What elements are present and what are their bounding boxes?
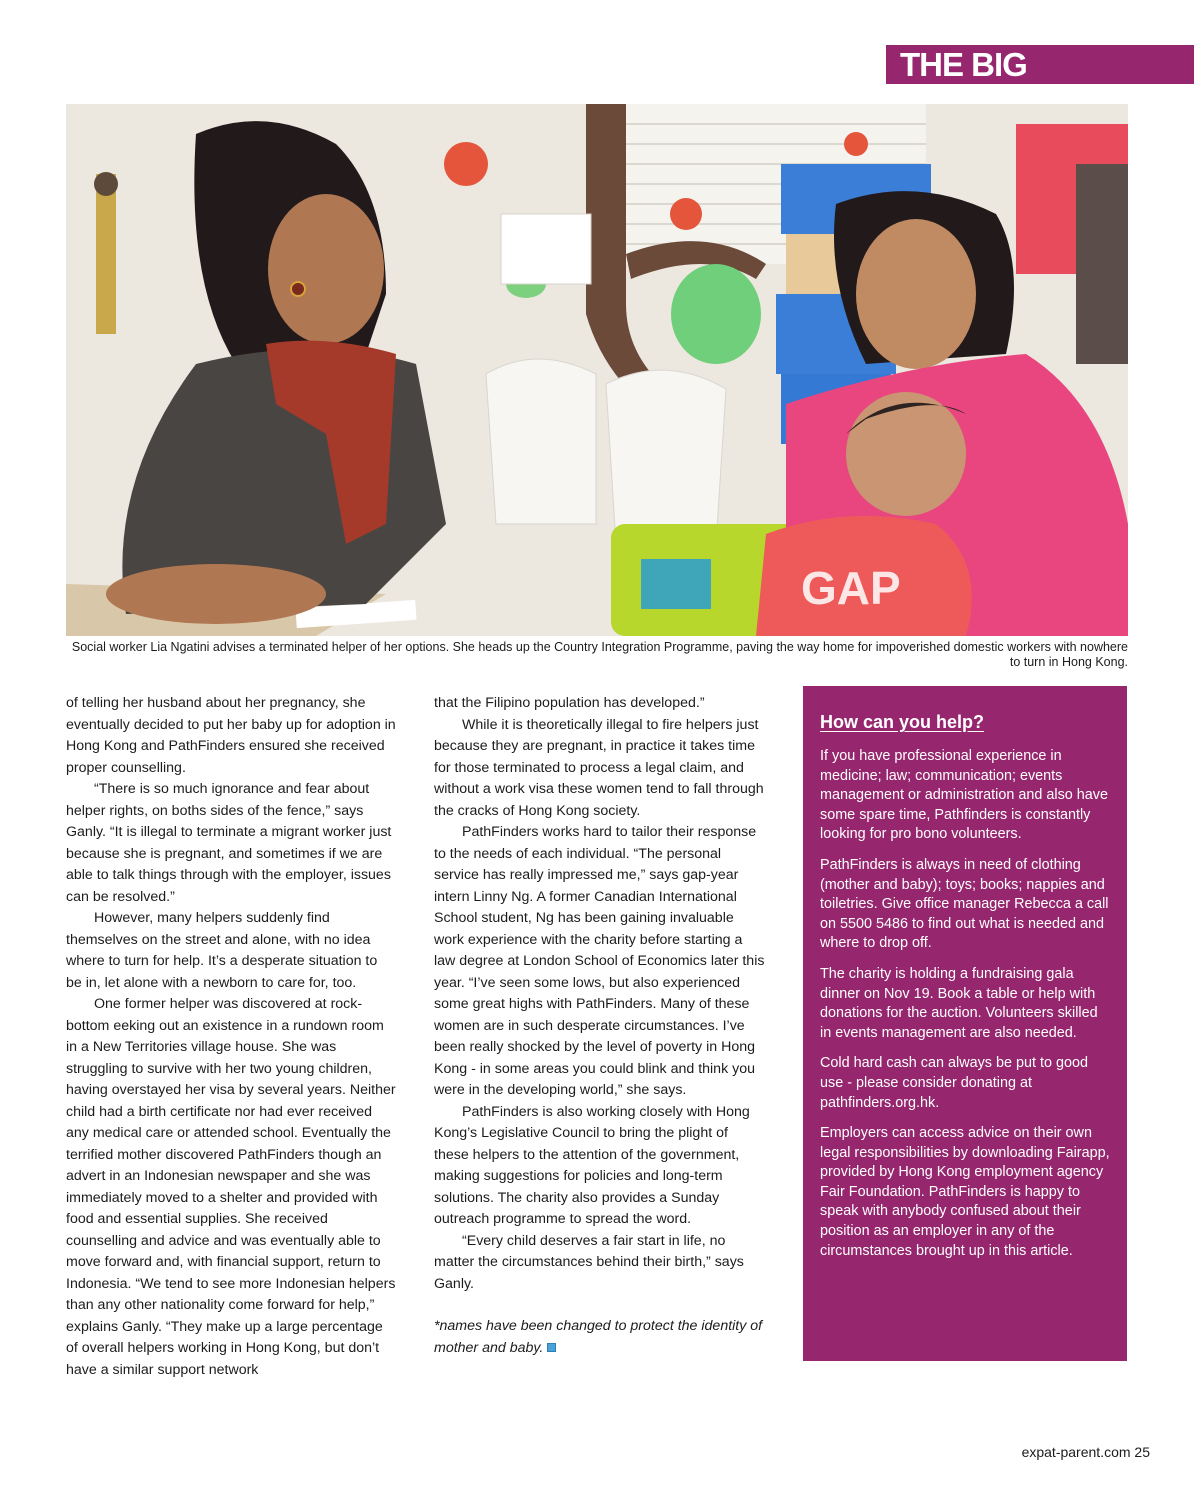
sidebar-paragraph: PathFinders is always in need of clothing (mother and baby); toys; books; nappies and toiletries. Give office manager Rebecca a call on 5500 5486 to find out what is needed and where to drop off. (820, 856, 1109, 952)
page-number: 25 (1134, 1444, 1150, 1460)
paragraph: One former helper was discovered at rock-bottom eeking out an existence in a rundown room in a New Territories village house. She was struggling to survive with her two young children, having overstayed her visa by several years. Neither child had a birth certificate nor had ever received any medical care or attended school. Eventually the terrified mother discovered PathFinders though an advert in an Indonesian newspaper and she was immediately moved to a shelter and provided with food and essential supplies. She received counselling and advice and was eventually able to move forward and, with financial support, return to Indonesia. “We tend to see more Indonesian helpers than any other nationality come forward for help,” explains Ganly. “They make up a large percentage of overall helpers working in Hong Kong, but don’t have a similar support network (66, 996, 396, 1378)
footnote (434, 1316, 766, 1359)
paragraph: “Every child deserves a fair start in life, no matter the circumstances behind their birth,” says Ganly. (434, 1232, 744, 1292)
feature-photo (66, 104, 1128, 636)
sidebar-title: How can you help? (820, 712, 985, 732)
photo-illustration (66, 104, 1128, 636)
svg-text:GAP: GAP (801, 562, 901, 614)
footnote-text: *names have been changed to protect the identity of mother and baby. (434, 1318, 763, 1356)
sidebar-paragraph: If you have professional experience in medicine; law; communication; events management or administration and also have some spare time, Pathfinders is constantly looking for pro bono volunteers. (820, 748, 1108, 843)
page-footer (1022, 1444, 1150, 1460)
paragraph: While it is theoretically illegal to fire helpers just because they are pregnant, in practice it takes time for those terminated to process a legal claim, and without a work visa these women tend to fall through the cracks of Hong Kong society. (434, 716, 764, 819)
paragraph: that the Filipino population has developed.” (434, 695, 705, 711)
sidebar-paragraph: Cold hard cash can always be put to good use - please consider donating at pathfinders.org.hk. (820, 1055, 1088, 1111)
site-url: expat-parent.com (1021, 1444, 1131, 1460)
sidebar-paragraph: Employers can access advice on their own legal responsibilities by downloading Fairapp, provided by Hong Kong employment agency Fair Foundation. PathFinders is happy to speak with anybody confused about their position as an employer in any of the circumstances brought up in this article. (820, 1125, 1110, 1259)
paragraph: PathFinders works hard to tailor their response to the needs of each individual. “The personal service has really impressed me,” says gap-year intern Linny Ng. A former Canadian International School student, Ng has been gaining invaluable work experience with the charity before starting a law degree at London School of Economics later this year. “I’ve seen some lows, but also experienced some great highs with PathFinders. Many of these women are in such desperate circumstances. I’ve been really shocked by the level of poverty in Hong Kong - in some areas you could blink and think you were in the developing world,” she says. (434, 824, 765, 1098)
photo-caption: Social worker Lia Ngatini advises a terminated helper of her options. She heads up the Country Integration Programme, paving the way home for impoverished domestic workers with nowhere to turn in Hong Kong. (71, 640, 1128, 669)
paragraph: PathFinders is also working closely with Hong Kong’s Legislative Council to bring the plight of these helpers to the attention of the government, making suggestions for policies and long-term solutions. The charity also provides a Sunday outreach programme to spread the word. (434, 1103, 750, 1227)
section-tag: THE BIG (886, 45, 1194, 84)
paragraph: of telling her husband about her pregnancy, she eventually decided to put her baby up for adoption in Hong Kong and PathFinders ensured she received proper counselling. (66, 695, 396, 776)
paragraph: However, many helpers suddenly find themselves on the street and alone, with no idea where to turn for help. It’s a desperate situation to be in, let alone with a newborn to care for, too. (66, 910, 378, 991)
sidebar-paragraph: The charity is holding a fundraising gala dinner on Nov 19. Book a table or help with donations for the auction. Volunteers skilled in events management are also needed. (820, 965, 1098, 1041)
end-mark-icon (547, 1343, 556, 1352)
help-sidebar (803, 686, 1127, 1361)
article-column-1 (66, 693, 396, 1381)
article-column-2 (434, 693, 766, 1359)
paragraph: “There is so much ignorance and fear about helper rights, on boths sides of the fence,” says Ganly. “It is illegal to terminate a migrant worker just because she is pregnant, and sometimes if we are able to talk things through with the employer, issues can be resolved.” (66, 781, 392, 905)
